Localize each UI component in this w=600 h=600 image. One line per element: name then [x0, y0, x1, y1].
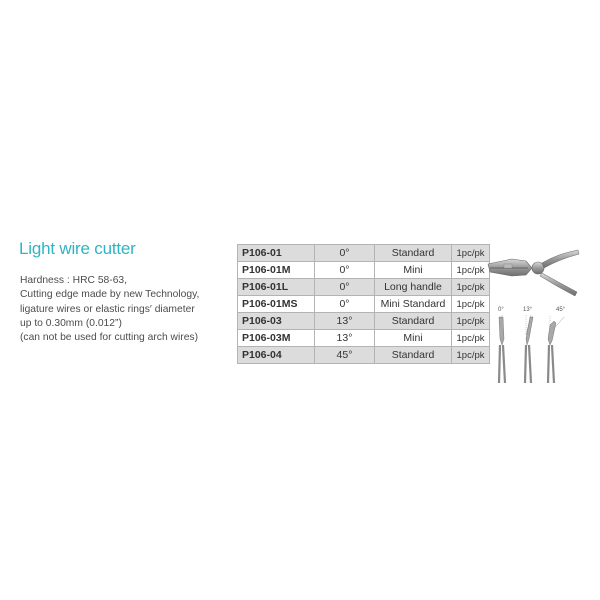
spec-row — [238, 245, 490, 262]
product-code-cell: P106-03M — [238, 330, 315, 347]
description-line: Hardness : HRC 58-63, — [20, 275, 128, 286]
pack-cell: 1pc/pk — [452, 279, 490, 296]
type-cell: Standard — [375, 347, 452, 364]
angle-label-13: 13° — [523, 307, 533, 313]
pack-cell: 1pc/pk — [452, 296, 490, 313]
angle-cell: 45° — [315, 347, 375, 364]
description-line: (can not be used for cutting arch wires) — [20, 332, 198, 344]
spec-row — [238, 313, 490, 330]
spec-row — [238, 296, 490, 313]
angle-label-45: 45° — [556, 307, 566, 313]
product-code-cell: P106-01L — [238, 279, 315, 296]
product-code-cell: P106-03 — [238, 313, 315, 330]
plier-photo — [482, 248, 580, 298]
type-cell: Long handle — [375, 279, 452, 296]
type-cell: Mini — [375, 330, 452, 347]
pack-cell: 1pc/pk — [452, 313, 490, 330]
product-code-cell: P106-01M — [238, 262, 315, 279]
straight-tip-plier — [499, 315, 505, 383]
angle-cell: 0° — [315, 279, 375, 296]
angle-cell: 13° — [315, 330, 375, 347]
spec-row — [238, 347, 490, 364]
angled-45-plier — [548, 315, 564, 383]
description-line: Cutting edge made by new Technology, — [20, 289, 200, 301]
product-description — [20, 274, 235, 345]
spec-row — [238, 262, 490, 279]
angle-cell: 0° — [315, 262, 375, 279]
angle-cell: 0° — [315, 296, 375, 313]
spec-table — [237, 244, 490, 364]
angle-cell: 0° — [315, 245, 375, 262]
angled-13-plier — [525, 315, 533, 383]
angle-cell: 13° — [315, 313, 375, 330]
product-code-cell: P106-01 — [238, 245, 315, 262]
tip-angle-illustrations — [488, 305, 568, 385]
product-title: Light wire cutter — [19, 239, 136, 258]
type-cell: Mini — [375, 262, 452, 279]
type-cell: Standard — [375, 245, 452, 262]
spec-table-body — [238, 245, 490, 364]
type-cell: Mini Standard — [375, 296, 452, 313]
angle-label-0: 0° — [498, 307, 504, 313]
spec-row — [238, 330, 490, 347]
pack-cell: 1pc/pk — [452, 262, 490, 279]
pack-cell: 1pc/pk — [452, 347, 490, 364]
product-code-cell: P106-04 — [238, 347, 315, 364]
spec-row — [238, 279, 490, 296]
type-cell: Standard — [375, 313, 452, 330]
product-code-cell: P106-01MS — [238, 296, 315, 313]
description-line: up to 0.30mm (0.012”) — [20, 317, 122, 329]
description-line: ligature wires or elastic rings′ diameter — [20, 303, 195, 315]
pack-cell: 1pc/pk — [452, 245, 490, 262]
pack-cell: 1pc/pk — [452, 330, 490, 347]
